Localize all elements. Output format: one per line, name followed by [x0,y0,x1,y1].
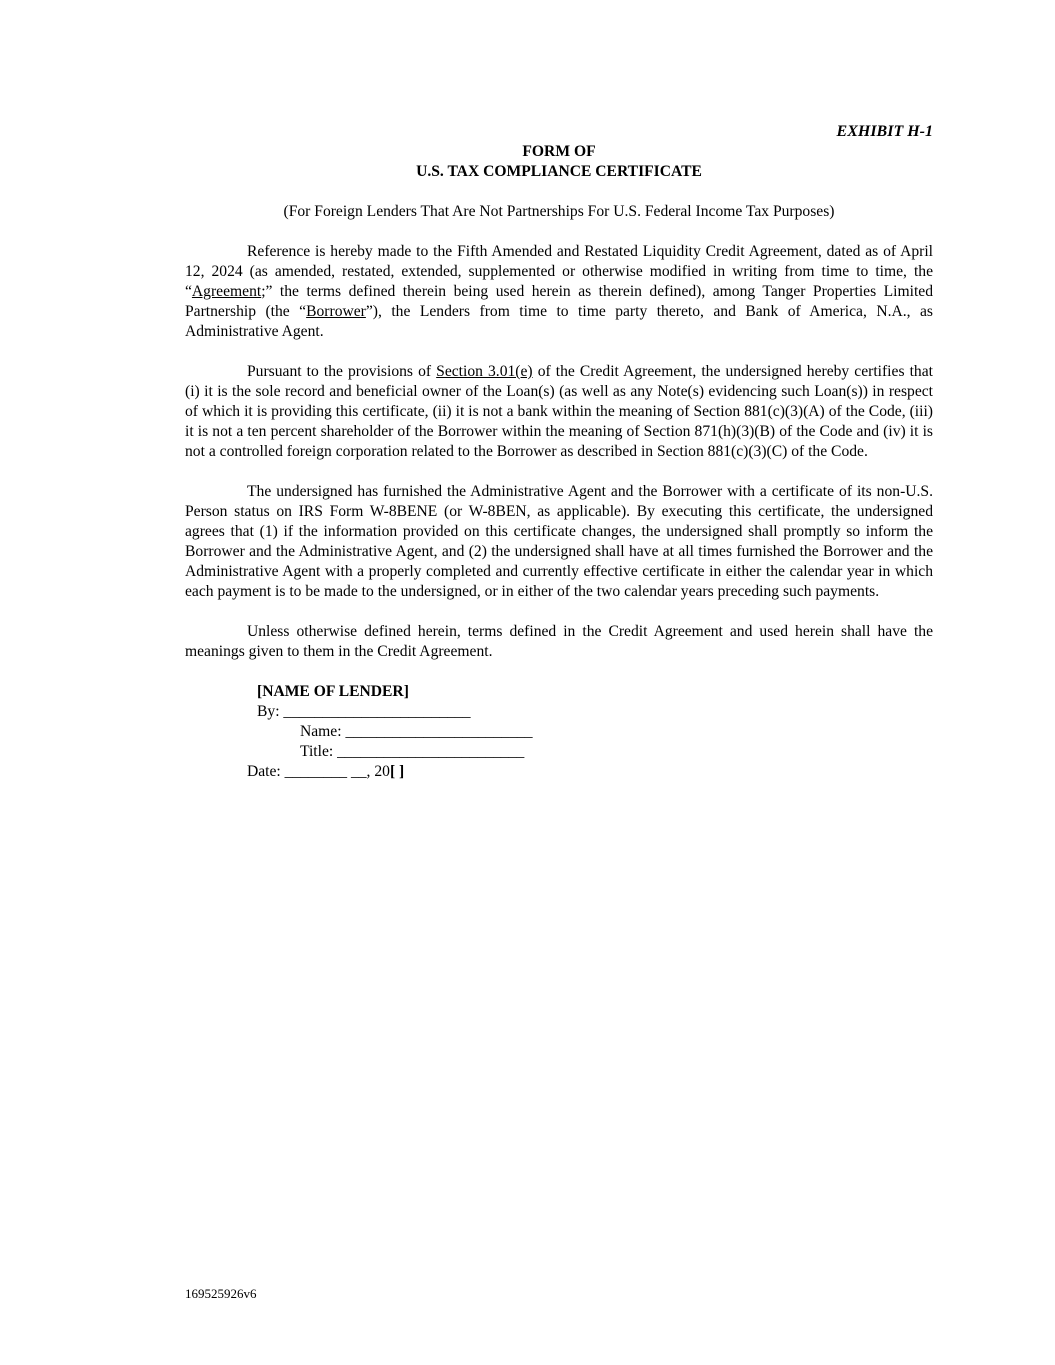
paragraph-certification [185,362,933,462]
by-line: By: ________________________ [257,703,471,720]
title-line-1: FORM OF [522,143,596,160]
p1-text-b: ;” the terms defined therein being used herein as therein defined), among Tanger Properties Limited Partnership (the “ [185,283,933,320]
paragraph-reference [185,242,933,342]
title-line-2: U.S. TAX COMPLIANCE CERTIFICATE [416,163,702,180]
date-prefix: Date: ________ __, 20 [247,763,390,780]
agreement-term: Agreement [191,283,262,300]
paragraph-furnished: The undersigned has furnished the Administrative Agent and the Borrower with a certificate of its non-U.S. Person status on IRS Form W-8BENE (or W-8BEN, as applicable). By executing this certificate, the undersigned agrees that (1) if the information provided on this certificate changes, the undersigned shall promptly so inform the Borrower and the Administrative Agent, and (2) the undersigned shall have at all times furnished the Borrower and the Administrative Agent with a properly completed and currently effective certificate in either the calendar year in which each payment is to be made to the undersigned, or in either of the two calendar years preceding such payments. [185,483,933,600]
subtitle: (For Foreign Lenders That Are Not Partnerships For U.S. Federal Income Tax Purposes) [283,203,835,220]
p2-text-b: of the Credit Agreement, the undersigned hereby certifies that (i) it is the sole record and beneficial owner of the Loan(s) (as well as any Note(s) evidencing such Loan(s)) in respect of which it is providing this certificate, (ii) it is not a bank within the meaning of Section 881(c)(3)(A) of the Code, (iii) it is not a ten percent shareholder of the Borrower within the meaning of Section 871(h)(3)(B) of the Code and (iv) it is not a controlled foreign corporation related to the Borrower as described in Section 881(c)(3)(C) of the Code. [185,363,933,460]
name-line: Name: ________________________ [300,723,533,740]
p2-text-a: Pursuant to the provisions of [247,363,437,380]
date-line [247,762,933,782]
signature-block [247,682,933,782]
document-id: 169525926v6 [185,1286,257,1301]
title-line: Title: ________________________ [300,743,525,760]
p1-text-a: Reference is hereby made to the Fifth Amended and Restated Liquidity Credit Agreement, dated as of April 12, 2024 (as amended, restated, extended, supplemented or otherwise modified in writing from time to time, the “ [185,243,933,300]
section-reference: Section 3.01(e) [436,363,533,380]
paragraph-definitions: Unless otherwise defined herein, terms defined in the Credit Agreement and used herein shall have the meanings given to them in the Credit Agreement. [185,623,933,660]
date-year-blank: [ ] [389,763,405,780]
exhibit-label: EXHIBIT H-1 [836,123,933,140]
document-page [185,122,933,782]
borrower-term: Borrower [306,303,366,320]
lender-name: [NAME OF LENDER] [257,683,409,700]
p1-text-c: ”), the Lenders from time to time party thereto, and Bank of America, N.A., as Administrative Agent. [185,303,933,340]
